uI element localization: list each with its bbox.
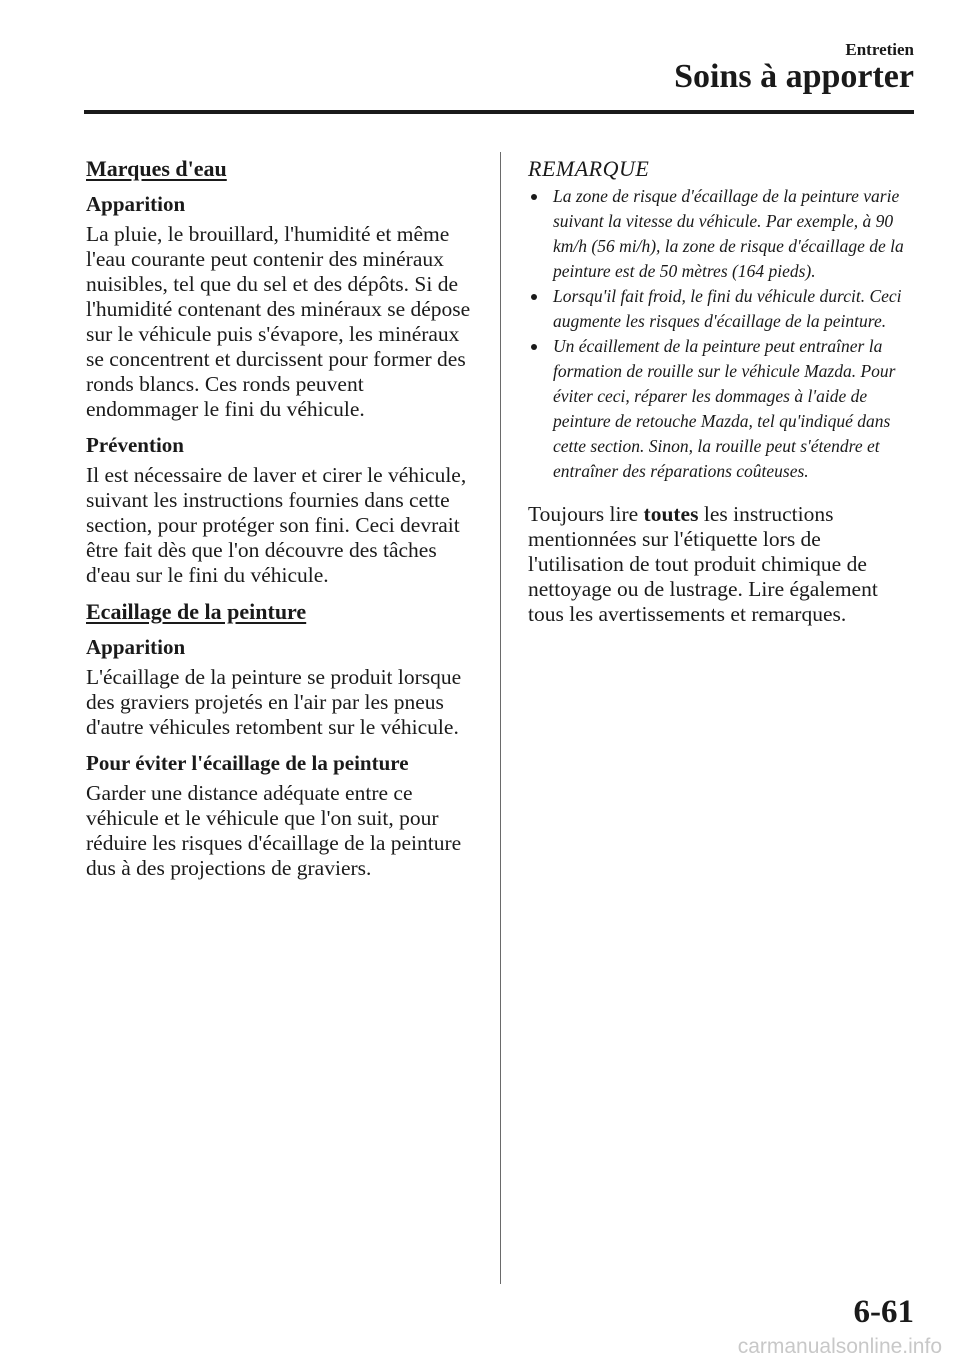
header-divider [84,110,914,114]
water-marks-occurrence-heading: Apparition [86,192,186,216]
remark-text: Un écaillement de la peinture peut entraîner la formation de rouille sur le véhicule Mazda. Pour éviter ceci, réparer les dommages à l'aide de peinture de retouche Mazda, tel qu'indiqué dans cette section. Sinon, la rouille peut s'étendre et entraîner des réparations coûteuses. [553,336,896,481]
remark-title: REMARQUE [528,156,650,181]
water-marks-heading: Marques d'eau [86,156,227,181]
remark-item [528,334,918,484]
right-column [528,156,918,638]
water-marks-prevention-heading: Prévention [86,433,184,457]
bullet-icon [531,344,537,350]
column-divider [500,152,501,1284]
remark-text: La zone de risque d'écaillage de la peinture varie suivant la vitesse du véhicule. Par exemple, à 90 km/h (56 mi/h), la zone de risque d'écaillage de la peinture est de 50 mètres (164 pieds). [553,186,904,281]
final-note-emphasis: toutes [643,502,699,526]
water-marks-prevention-text: Il est nécessaire de laver et cirer le véhicule, suivant les instructions fournies dans cette section, pour protéger son fini. Ceci devrait être fait dès que l'on découvre des tâches d'eau sur le fini du véhicule. [86,463,467,587]
paint-chipping-prevention-heading: Pour éviter l'écaillage de la peinture [86,751,409,775]
page-number: 6-61 [853,1294,914,1330]
bullet-icon [531,294,537,300]
remark-item [528,184,918,284]
page-title: Soins à apporter [674,58,914,95]
final-note-end: les instructions mentionnées sur l'étiquette lors de l'utilisation de tout produit chimique de nettoyage ou de lustrage. Lire également tous les avertissements et remarques. [528,502,878,626]
water-marks-occurrence-text: La pluie, le brouillard, l'humidité et même l'eau courante peut contenir des minéraux nuisibles, tel que du sel et des dépôts. Si de l'humidité contenant des minéraux se dépose sur le véhicule puis s'évapore, les minéraux se concentrent et durcissent pour former des ronds blancs. Ces ronds peuvent endommager le fini du véhicule. [86,222,471,421]
remark-item [528,284,918,334]
paint-chipping-heading: Ecaillage de la peinture [86,599,307,624]
paint-chipping-occurrence-text: L'écaillage de la peinture se produit lorsque des graviers projetés en l'air par les pneus d'autre véhicules retombent sur le véhicule. [86,665,462,739]
section-label: Entretien [845,40,914,59]
paint-chipping-occurrence-heading: Apparition [86,635,186,659]
final-note [528,502,918,627]
bullet-icon [531,194,537,200]
remark-text: Lorsqu'il fait froid, le fini du véhicule durcit. Ceci augmente les risques d'écaillage de la peinture. [553,286,902,331]
paint-chipping-prevention-text: Garder une distance adéquate entre ce véhicule et le véhicule que l'on suit, pour réduire les risques d'écaillage de la peinture dus à des projections de graviers. [86,781,462,880]
footer-watermark: carmanualsonline.info [737,1335,942,1358]
final-note-start: Toujours lire [528,502,644,526]
remark-list [528,184,918,484]
left-column [86,156,481,892]
